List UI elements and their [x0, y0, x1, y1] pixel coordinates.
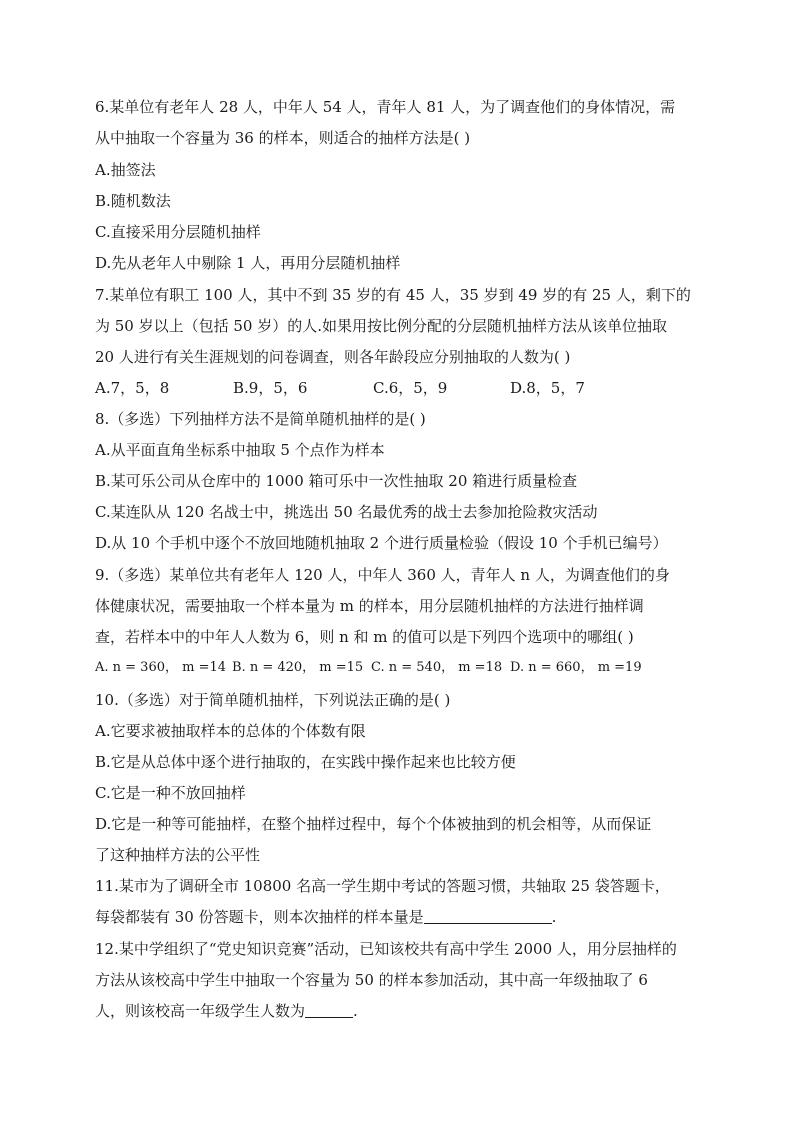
q11-stem-line2-end: .: [551, 908, 557, 926]
q8-stem: 8.（多选）下列抽样方法不是简单随机抽样的是( ): [95, 410, 426, 428]
q7-option-d: D.8，5，7: [510, 379, 585, 397]
q10-option-a: A.它要求被抽取样本的总体的个体数有限: [95, 722, 366, 740]
q7-stem-line3: 20 人进行有关生涯规划的问卷调查，则各年龄段应分别抽取的人数为( ): [95, 348, 571, 366]
q11-stem-line2: [95, 907, 705, 927]
q10-stem: 10.（多选）对于简单随机抽样，下列说法正确的是( ): [95, 691, 451, 709]
q8-option-c: C.某连队从 120 名战士中，挑选出 50 名最优秀的战士去参加抢险救灾活动: [95, 503, 598, 521]
q9-stem-line2: 体健康状况，需要抽取一个样本量为 m 的样本，用分层随机抽样的方法进行抽样调: [95, 597, 644, 615]
q12-answer-blank[interactable]: [305, 1001, 353, 1018]
q6-stem-line1: 6.某单位有老年人 28 人，中年人 54 人，青年人 81 人，为了调查他们的身体情况，需: [95, 98, 676, 116]
q7-option-a: A.7，5，8: [95, 379, 170, 397]
q10-option-c: C.它是一种不放回抽样: [95, 784, 246, 802]
q7-option-b: B.9，5，6: [233, 379, 308, 397]
q9-option-a: A. n = 360， m =14: [95, 660, 227, 675]
q7-option-c: C.6，5，9: [373, 379, 448, 397]
q10-option-d-continued: 了这种抽样方法的公平性: [95, 846, 261, 864]
q12-stem-line3-text: 人，则该校高一年级学生人数为: [95, 1002, 306, 1020]
q7-stem-line1: 7.某单位有职工 100 人，其中不到 35 岁的有 45 人，35 岁到 49 岁的有 25 人，剩下的: [95, 286, 691, 304]
q6-option-b: B.随机数法: [95, 192, 171, 210]
q11-stem-line1: 11.某市为了调研全市 10800 名高一学生期中考试的答题习惯，共轴取 25 袋答题卡，: [95, 877, 670, 895]
q12-stem-line2: 方法从该校高中学生中抽取一个容量为 50 的样本参加活动，其中高一年级抽取了 6: [95, 971, 648, 989]
q7-stem-line2: 为 50 岁以上（包括 50 岁）的人.如果用按比例分配的分层随机抽样方法从该单位抽取: [95, 317, 668, 335]
q9-option-c: C. n = 540， m =18: [371, 660, 503, 675]
q11-answer-blank[interactable]: [424, 907, 552, 924]
q12-stem-line1: 12.某中学组织了“党史知识竞赛”活动，已知该校共有高中学生 2000 人，用分层抽样的: [95, 940, 677, 958]
q12-stem-line3-end: .: [353, 1002, 358, 1020]
q8-option-b: B.某可乐公司从仓库中的 1000 箱可乐中一次性抽取 20 箱进行质量检查: [95, 472, 578, 490]
q12-stem-line3: [95, 1001, 705, 1021]
q8-option-d: D.从 10 个手机中逐个不放回地随机抽取 2 个进行质量检验（假设 10 个手机已编号）: [95, 534, 668, 552]
q10-option-b: B.它是从总体中逐个进行抽取的，在实践中操作起来也比较方便: [95, 753, 516, 771]
q10-option-d: D.它是一种等可能抽样，在整个抽样过程中，每个个体被抽到的机会相等，从而保证: [95, 815, 652, 833]
q9-option-b: B. n = 420， m =15: [232, 660, 364, 675]
q9-stem-line1: 9.（多选）某单位共有老年人 120 人，中年人 360 人，青年人 n 人，为调查他们的身: [95, 566, 670, 584]
q6-option-d: D.先从老年人中剔除 1 人，再用分层随机抽样: [95, 254, 401, 272]
q8-option-a: A.从平面直角坐标系中抽取 5 个点作为样本: [95, 441, 385, 459]
q6-option-c: C.直接采用分层随机抽样: [95, 223, 261, 241]
q6-option-a: A.抽签法: [95, 161, 156, 179]
q6-stem-line2: 从中抽取一个容量为 36 的样本，则适合的抽样方法是( ): [95, 129, 471, 147]
q9-option-d: D. n = 660， m =19: [510, 660, 642, 675]
q9-stem-line3: 查，若样本中的中年人人数为 6，则 n 和 m 的值可以是下列四个选项中的哪组( ): [95, 628, 634, 646]
q11-stem-line2-text: 每袋都装有 30 份答题卡，则本次抽样的样本量是: [95, 908, 424, 926]
